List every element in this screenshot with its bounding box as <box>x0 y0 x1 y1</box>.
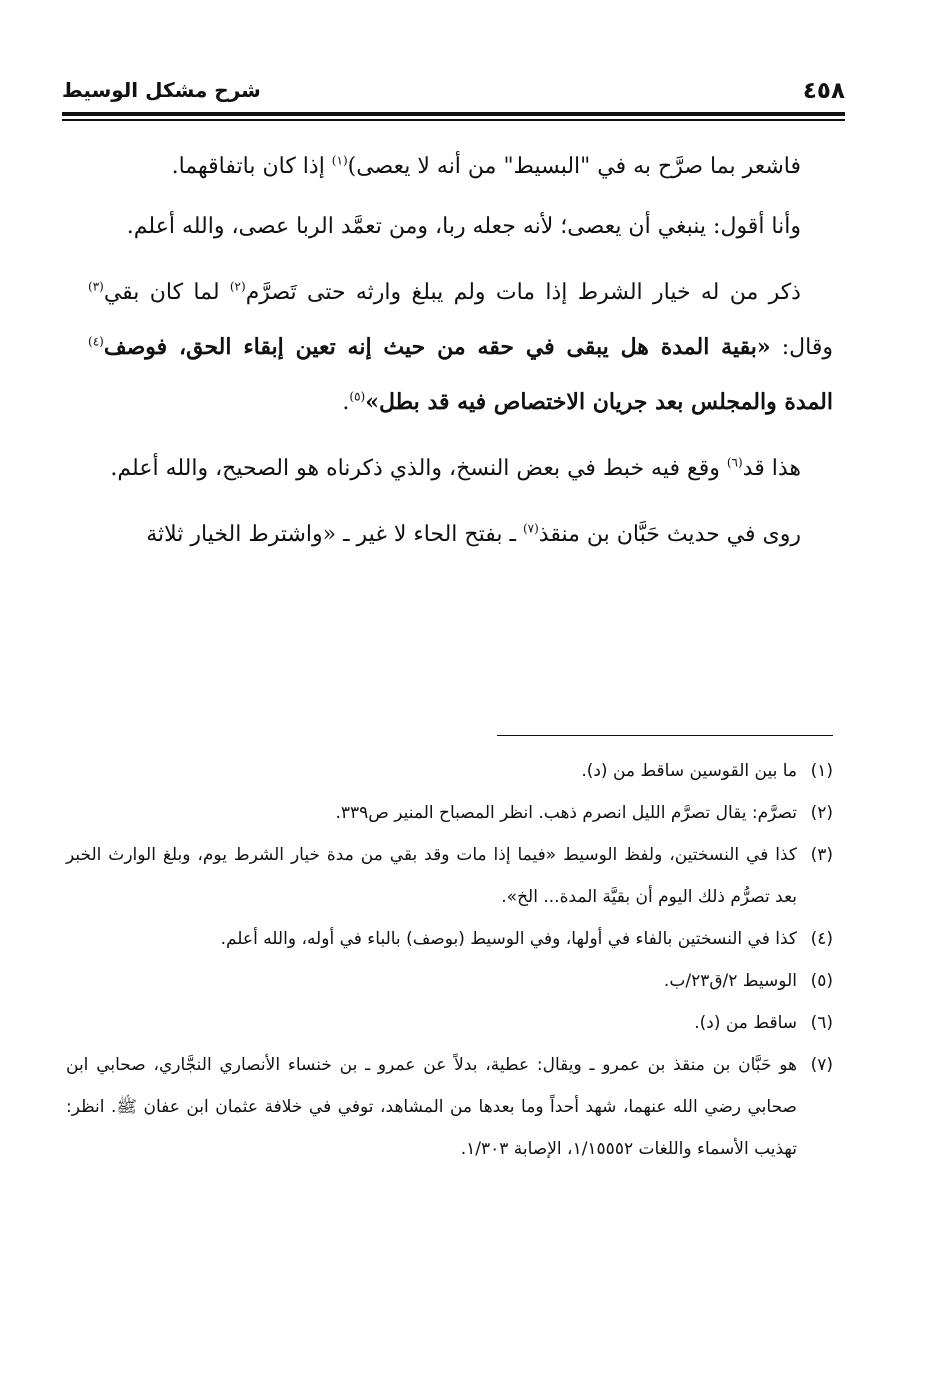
paragraph-4-a: هذا قد <box>742 456 801 481</box>
footnote-number: (٦) <box>810 1013 833 1033</box>
footnote-number: (٥) <box>810 971 833 991</box>
footnote-text: ساقط من (د). <box>694 1013 797 1033</box>
paragraph-2-text: وأنا أقول: ينبغي أن يعصى؛ لأنه جعله ربا، ومن تعمَّد الربا عصى، والله أعلم. <box>126 214 801 239</box>
paragraph-5-b: ـ بفتح الحاء لا غير ـ «واشترط الخيار ثلاثة <box>146 522 523 547</box>
quotation-bold-2: المدة والمجلس بعد جريان الاختصاص فيه قد بطل» <box>365 389 833 415</box>
footnote-ref-5: (٥) <box>349 389 366 404</box>
header-rule-thick <box>62 112 845 116</box>
footnote-ref-2: (٢) <box>229 279 246 294</box>
footnote-text: تصرَّم: يقال تصرَّم الليل انصرم ذهب. انظر المصباح المنير ص٣٣٩. <box>335 803 797 823</box>
paragraph-3 <box>88 266 833 430</box>
paragraph-5-a: روى في حديث حَبَّان بن منقذ <box>538 522 801 547</box>
footnote-1 <box>66 750 833 792</box>
quotation-bold-1: «بقية المدة هل يبقى في حقه من حيث إنه تعين إبقاء الحق، فوصف <box>103 334 771 360</box>
footnote-7 <box>66 1044 833 1170</box>
paragraph-2 <box>88 200 833 254</box>
running-title: شرح مشكل الوسيط <box>62 78 261 102</box>
footnote-number: (٧) <box>810 1055 833 1075</box>
paragraph-4-b: وقع فيه خبط في بعض النسخ، والذي ذكرناه هو الصحيح، والله أعلم. <box>110 456 727 481</box>
footnote-ref-7: (٧) <box>522 521 539 536</box>
footnote-text: كذا في النسختين، ولفظ الوسيط «فيما إذا مات وقد بقي من مدة خيار الشرط يوم، وبلغ الوارث الخبر بعد تصرُّم ذلك اليوم أن بقيَّة المدة... الخ». <box>66 845 797 907</box>
paragraph-4 <box>88 442 833 496</box>
footnote-separator <box>497 735 833 736</box>
footnote-text: الوسيط ٢/ق٢٣/ب. <box>663 971 797 991</box>
footnote-3 <box>66 834 833 918</box>
footnote-text: ما بين القوسين ساقط من (د). <box>581 761 797 781</box>
header-rule-thin <box>62 119 845 121</box>
footnote-number: (٣) <box>810 845 833 865</box>
footnote-5 <box>66 960 833 1002</box>
footnote-4 <box>66 918 833 960</box>
footnote-text: هو حَبَّان بن منقذ بن عمرو ـ ويقال: عطية، بدلاً عن عمرو ـ بن خنساء الأنصاري النجَّاري، صحابي ابن صحابي رضي الله عنهما، شهد أحداً وما بعدها من المشاهد، توفي في خلافة عثمان ابن عفان ﷺ. انظر: تهذيب الأسماء واللغات ١/١٥٥٥٢، الإصابة ١/٣٠٣. <box>66 1055 797 1159</box>
paragraph-1-text: فاشعر بما صرَّح به في "البسيط" من أنه لا يعصى) <box>347 154 801 179</box>
footnote-ref-1: (١) <box>331 153 348 168</box>
footnote-number: (٢) <box>810 803 833 823</box>
page-header <box>62 70 845 110</box>
footnote-ref-3: (٣) <box>88 279 104 294</box>
page-number: ٤٥٨ <box>802 78 845 104</box>
paragraph-5 <box>88 508 833 562</box>
footnote-text: كذا في النسختين بالفاء في أولها، وفي الوسيط (بوصف) بالباء في أوله، والله أعلم. <box>220 929 797 949</box>
paragraph-1-tail: إذا كان باتفاقهما. <box>171 154 332 179</box>
footnote-number: (٤) <box>810 929 833 949</box>
paragraph-1 <box>88 140 833 194</box>
paragraph-3-a: ذكر من له خيار الشرط إذا مات ولم يبلغ وارثه حتى تَصرَّم <box>245 280 801 305</box>
paragraph-3-end: . <box>342 390 350 415</box>
footnote-number: (١) <box>810 761 833 781</box>
footnote-2 <box>66 792 833 834</box>
footnote-ref-6: (٦) <box>726 455 743 470</box>
main-text <box>88 140 833 574</box>
footnote-6 <box>66 1002 833 1044</box>
footnote-ref-4: (٤) <box>88 334 104 349</box>
footnotes <box>66 750 833 1170</box>
paragraph-3-b: لما كان بقي <box>103 280 230 305</box>
paragraph-3-c: وقال: <box>770 335 834 360</box>
